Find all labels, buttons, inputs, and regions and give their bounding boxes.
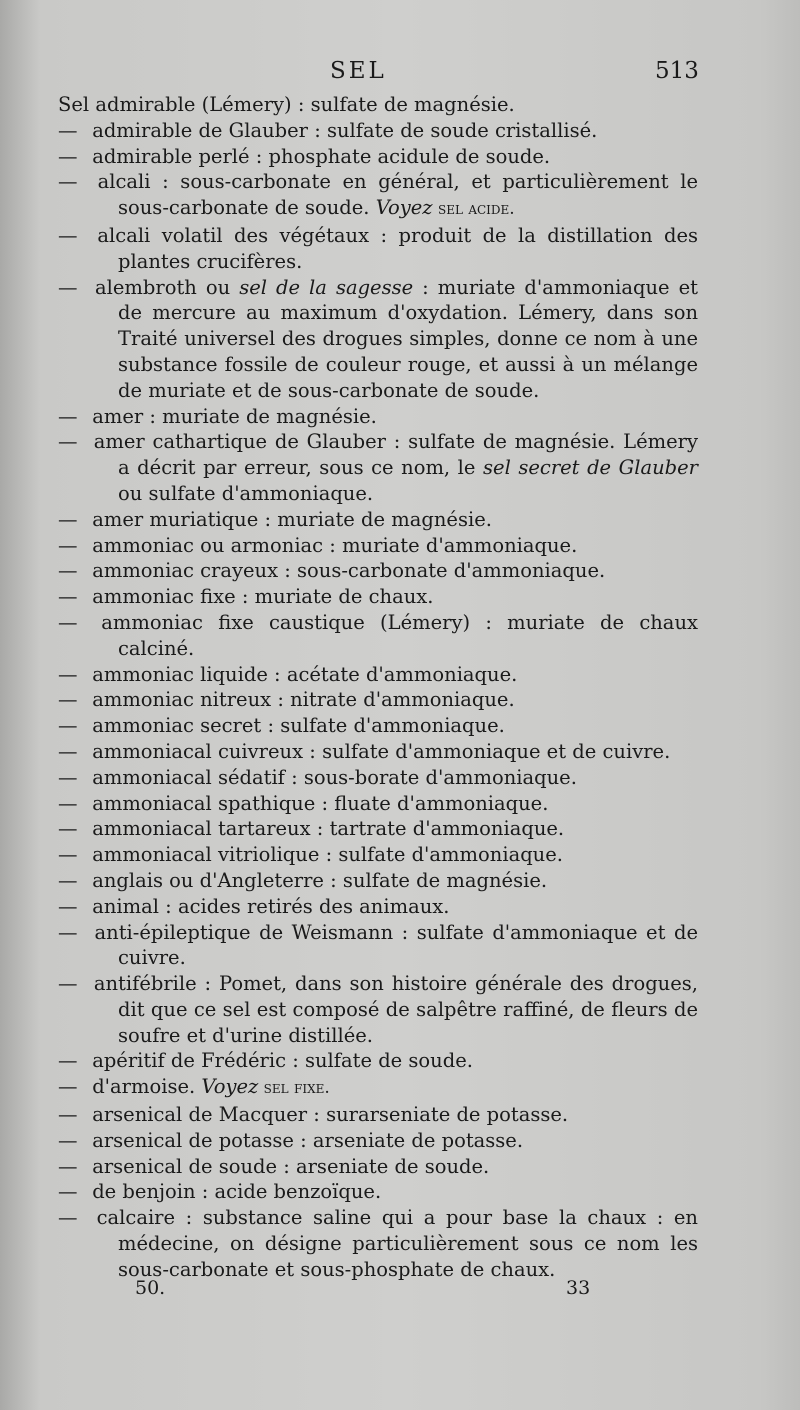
entry-dash: —	[58, 1154, 78, 1178]
dictionary-entry	[58, 1074, 698, 1102]
dictionary-entry	[58, 275, 698, 404]
signature-mark: 50.	[135, 1277, 166, 1299]
entry-text: alcali volatil des végétaux : produit de la distillation des plantes crucifères.	[86, 223, 698, 273]
entry-text: ammoniac fixe : muriate de chaux.	[86, 585, 434, 609]
entry-text: alembroth ou	[86, 275, 240, 299]
entry-text: calcaire : substance saline qui a pour base la chaux : en médecine, on désigne particulièrement sous ce nom les sous-carbonate et sous-phosphate de chaux.	[86, 1206, 698, 1281]
entry-dash: —	[58, 275, 78, 299]
dictionary-entry	[58, 1179, 698, 1205]
dictionary-entry	[58, 584, 698, 610]
entry-text: ammoniac nitreux : nitrate d'ammoniaque.	[86, 688, 515, 712]
entry-dash: —	[58, 404, 78, 428]
entry-text: antifébrile : Pomet, dans son histoire générale des drogues, dit que ce sel est composé de salpêtre raffiné, de fleurs de soufre et d'urine distillée.	[86, 972, 698, 1047]
entry-dash: —	[58, 894, 78, 918]
entry-text: ou sulfate d'ammoniaque.	[118, 481, 374, 505]
dictionary-entry	[58, 713, 698, 739]
entry-text: arsenical de potasse : arseniate de potasse.	[86, 1128, 524, 1152]
entry-text: ammoniac crayeux : sous-carbonate d'ammoniaque.	[86, 559, 606, 583]
dictionary-entry	[58, 92, 698, 118]
entry-text: ammoniacal cuivreux : sulfate d'ammoniaque et de cuivre.	[86, 739, 671, 763]
entry-italic-text: Voyez	[375, 196, 433, 220]
entry-dash: —	[58, 662, 78, 686]
entry-text: admirable (Lémery) : sulfate de magnésie.	[89, 93, 515, 116]
entry-dash: —	[58, 1206, 78, 1230]
entry-text: d'armoise.	[86, 1075, 202, 1099]
entry-text: apéritif de Frédéric : sulfate de soude.	[86, 1049, 473, 1073]
dictionary-entry	[58, 144, 698, 170]
entry-dash: —	[58, 817, 78, 841]
entry-text: ammoniac fixe caustique (Lémery) : muriate de chaux calciné.	[86, 610, 698, 660]
entry-italic-text: Voyez	[201, 1075, 259, 1099]
entry-dash: —	[58, 843, 78, 867]
quire-number: 33	[566, 1277, 591, 1299]
dictionary-entry	[58, 920, 698, 972]
entry-text: ammoniac ou armoniac : muriate d'ammoniaque.	[86, 533, 578, 557]
entry-dash: —	[58, 430, 78, 454]
entry-text: admirable de Glauber : sulfate de soude cristallisé.	[86, 118, 598, 142]
dictionary-entry	[58, 791, 698, 817]
dictionary-entry	[58, 223, 698, 275]
entry-text: animal : acides retirés des animaux.	[86, 894, 450, 918]
entry-text: arsenical de Macquer : surarseniate de potasse.	[86, 1103, 569, 1127]
entry-dash: —	[58, 533, 78, 557]
dictionary-entries	[58, 92, 698, 1283]
entry-text: amer cathartique de Glauber : sulfate de magnésie. Lémery a décrit par erreur, sous ce nom, le	[86, 430, 698, 480]
entry-cross-reference: sel acide.	[432, 199, 515, 220]
entry-dash: —	[58, 585, 78, 609]
entry-text: ammoniacal tartareux : tartrate d'ammoniaque.	[86, 817, 565, 841]
entry-text: alcali : sous-carbonate en général, et particulièrement le sous-carbonate de soude.	[86, 170, 698, 220]
entry-dash: —	[58, 170, 78, 194]
entry-text: amer muriatique : muriate de magnésie.	[86, 507, 492, 531]
entry-italic-text: sel secret de Glauber	[483, 456, 698, 480]
entry-text: ammoniacal spathique : fluate d'ammoniaque.	[86, 791, 549, 815]
entry-text: arsenical de soude : arseniate de soude.	[86, 1154, 490, 1178]
dictionary-entry	[58, 507, 698, 533]
entry-dash: —	[58, 610, 78, 634]
dictionary-entry	[58, 868, 698, 894]
dictionary-entry	[58, 662, 698, 688]
entry-text: ammoniac liquide : acétate d'ammoniaque.	[86, 662, 518, 686]
entry-italic-text: sel de la sagesse	[239, 275, 414, 299]
entry-text: anti-épileptique de Weismann : sulfate d'ammoniaque et de cuivre.	[86, 920, 698, 970]
entry-dash: —	[58, 765, 78, 789]
entry-dash: —	[58, 1075, 78, 1099]
entry-text: anglais ou d'Angleterre : sulfate de magnésie.	[86, 868, 548, 892]
dictionary-entry	[58, 610, 698, 662]
entry-dash: —	[58, 507, 78, 531]
dictionary-entry	[58, 971, 698, 1048]
dictionary-entry	[58, 1128, 698, 1154]
dictionary-entry	[58, 739, 698, 765]
entry-text: ammoniac secret : sulfate d'ammoniaque.	[86, 714, 505, 738]
dictionary-entry	[58, 894, 698, 920]
entry-dash: —	[58, 868, 78, 892]
dictionary-entry	[58, 816, 698, 842]
entry-dash: —	[58, 559, 78, 583]
dictionary-entry	[58, 1102, 698, 1128]
running-head	[0, 58, 800, 88]
entry-text: ammoniacal vitriolique : sulfate d'ammoniaque.	[86, 843, 563, 867]
dictionary-entry	[58, 558, 698, 584]
entry-text: ammoniacal sédatif : sous-borate d'ammoniaque.	[86, 765, 577, 789]
entry-dash: —	[58, 688, 78, 712]
entry-dash: —	[58, 1103, 78, 1127]
entry-headword: Sel	[58, 93, 90, 116]
entry-dash: —	[58, 739, 78, 763]
page-number: 513	[655, 58, 699, 84]
dictionary-entry	[58, 1205, 698, 1282]
page-footer	[0, 1277, 800, 1305]
entry-dash: —	[58, 972, 78, 996]
dictionary-entry	[58, 533, 698, 559]
entry-dash: —	[58, 1128, 78, 1152]
entry-dash: —	[58, 1180, 78, 1204]
dictionary-entry	[58, 1048, 698, 1074]
dictionary-entry	[58, 1154, 698, 1180]
entry-cross-reference: sel fixe.	[258, 1078, 330, 1099]
dictionary-entry	[58, 404, 698, 430]
entry-dash: —	[58, 1049, 78, 1073]
dictionary-entry	[58, 429, 698, 506]
entry-text: : muriate d'ammoniaque et de mercure au maximum d'oxydation. Lémery, dans son Traité universel des drogues simples, donne ce nom à une substance fossile de couleur rouge, et aussi à un mélange de muriate et de sous-carbonate de soude.	[118, 275, 698, 402]
entry-dash: —	[58, 714, 78, 738]
dictionary-entry	[58, 687, 698, 713]
dictionary-entry	[58, 169, 698, 223]
entry-dash: —	[58, 223, 78, 247]
entry-dash: —	[58, 920, 78, 944]
entry-text: de benjoin : acide benzoïque.	[86, 1180, 382, 1204]
dictionary-entry	[58, 765, 698, 791]
entry-dash: —	[58, 118, 78, 142]
dictionary-entry	[58, 118, 698, 144]
entry-dash: —	[58, 144, 78, 168]
dictionary-entry	[58, 842, 698, 868]
running-title: SEL	[330, 58, 387, 84]
entry-text: amer : muriate de magnésie.	[86, 404, 377, 428]
entry-dash: —	[58, 791, 78, 815]
entry-text: admirable perlé : phosphate acidule de soude.	[86, 144, 551, 168]
